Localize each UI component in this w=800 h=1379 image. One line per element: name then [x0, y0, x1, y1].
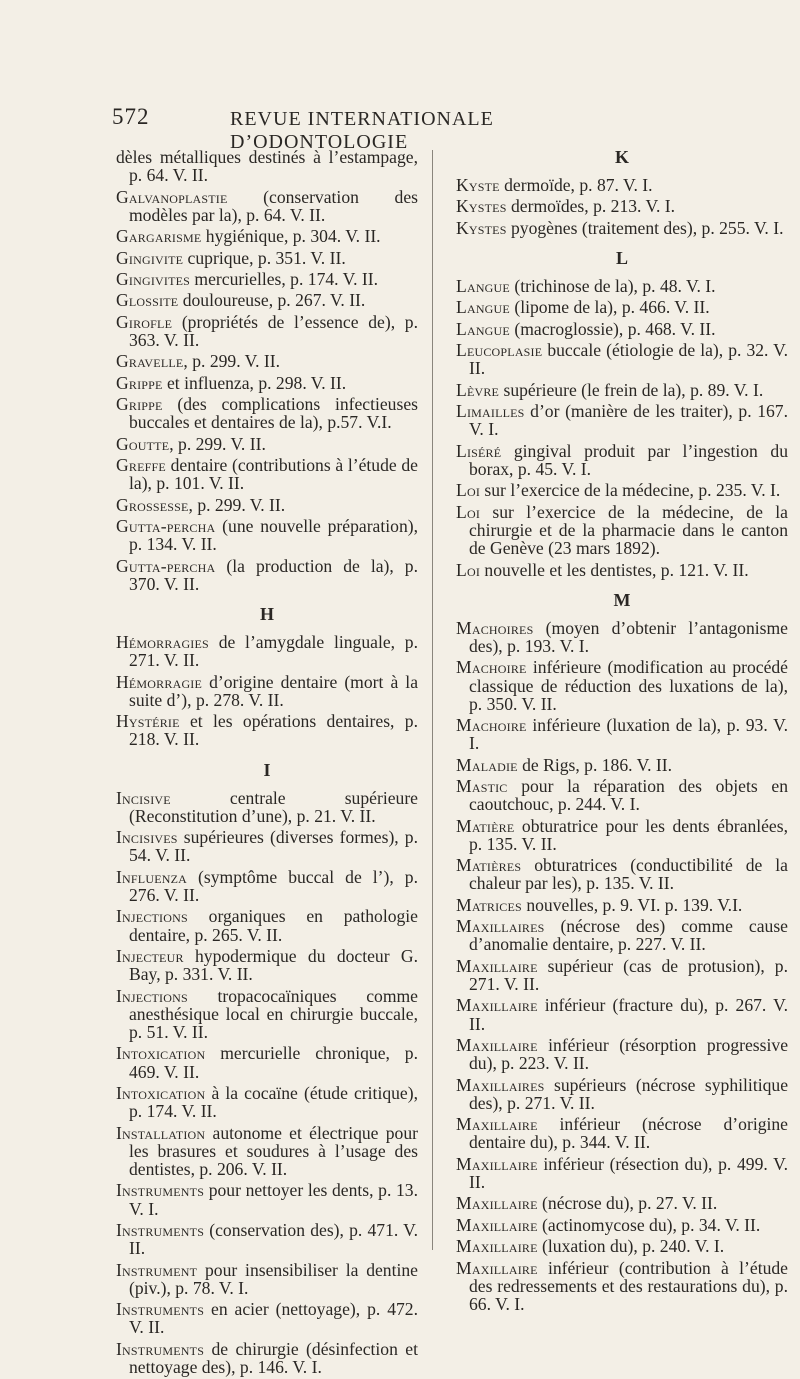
index-entry — [456, 503, 788, 558]
index-entry — [456, 619, 788, 655]
entry-keyword: Liséré — [456, 440, 502, 461]
entry-text: hygiénique, p. 304. V. II. — [201, 226, 381, 247]
entry-keyword: Kyste — [456, 175, 500, 195]
entry-keyword: Incisives — [116, 827, 178, 848]
entry-text: (la production de la), p. 370. V. II. — [129, 555, 418, 594]
index-entry — [456, 1216, 788, 1234]
index-entry — [456, 197, 788, 215]
entry-text: cuprique, p. 351. V. II. — [183, 247, 346, 268]
entry-keyword: Girofle — [116, 311, 173, 332]
entry-keyword: Injections — [116, 985, 188, 1006]
entry-text: à la cocaïne (étude critique), p. 174. V. II. — [129, 1083, 418, 1122]
entry-keyword: Kystes — [456, 196, 507, 217]
entry-keyword: Maxillaire — [456, 995, 538, 1016]
entry-keyword: Gingivite — [116, 247, 184, 268]
entry-keyword: Machoires — [456, 617, 534, 638]
entry-keyword: Gutta-percha — [116, 555, 216, 576]
entry-text: supérieurs (nécrose syphilitique des), p. 271. V. II. — [469, 1074, 788, 1113]
index-entry — [116, 947, 418, 983]
entry-text: supérieur (cas de protusion), p. 271. V. II. — [469, 955, 788, 995]
index-entry — [116, 517, 418, 553]
index-entry — [116, 1221, 418, 1257]
entry-keyword: Maxillaire — [456, 1193, 538, 1214]
entry-keyword: Limailles — [456, 401, 525, 422]
entry-keyword: Hémorragie — [116, 671, 203, 692]
entry-text: (nécrose du), p. 27. V. II. — [537, 1193, 718, 1214]
entry-text: organiques en pathologie dentaire, p. 265. V. II. — [129, 906, 418, 945]
entry-text: sur l’exercice de la médecine, p. 235. V. I. — [480, 480, 781, 501]
journal-title: REVUE INTERNATIONALE D’ODONTOLOGIE — [230, 108, 494, 153]
entry-text: et influenza, p. 298. V. II. — [162, 372, 347, 393]
entry-keyword: Instruments — [116, 1220, 205, 1241]
index-entry — [456, 896, 788, 914]
entry-text: (lipome de la), p. 466. V. II. — [509, 297, 710, 318]
index-entry — [116, 633, 418, 669]
entry-keyword: Influenza — [116, 866, 187, 887]
index-entry — [116, 1044, 418, 1080]
index-entry — [456, 817, 788, 853]
entry-keyword: Machoire — [456, 657, 527, 678]
entry-text: gingival produit par l’ingestion du borax, p. 45. V. I. — [469, 440, 788, 479]
entry-keyword: Instrument — [116, 1259, 198, 1280]
entry-text: de l’amygdale linguale, p. 271. V. II. — [129, 632, 418, 671]
entry-keyword: Mastic — [456, 776, 508, 797]
entry-keyword: Instruments — [116, 1299, 205, 1320]
index-entry — [116, 1300, 418, 1336]
page-header — [112, 104, 672, 153]
index-entry — [456, 402, 788, 438]
entry-keyword: Glossite — [116, 290, 179, 311]
index-entry — [116, 712, 418, 748]
index-entry — [116, 828, 418, 864]
entry-text: inférieur (contribution à l’étude des redressements et des restaurations du), p. 66. V. I. — [469, 1257, 788, 1314]
entry-text: (des complications infectieuses buccales et dentaires de la), p.57. V.I. — [129, 394, 418, 433]
right-column — [456, 148, 788, 1316]
entry-text: (nécrose des) comme cause d’anomalie dentaire, p. 227. V. II. — [469, 916, 788, 955]
section-letter: M — [613, 589, 631, 610]
entry-keyword: Gargarisme — [116, 226, 202, 247]
index-entry — [116, 249, 418, 267]
entry-keyword: Machoire — [456, 715, 527, 736]
index-entry — [116, 395, 418, 431]
entry-keyword: Lèvre — [456, 379, 500, 400]
index-entry — [456, 658, 788, 713]
entry-text: de Rigs, p. 186. V. II. — [517, 754, 672, 775]
entry-keyword: Injections — [116, 906, 188, 927]
entry-text: (symptôme buccal de l’), p. 276. V. II. — [129, 866, 418, 906]
entry-text: nouvelle et les dentistes, p. 121. V. II. — [480, 559, 749, 580]
section-letter: I — [263, 759, 271, 780]
index-entry — [456, 996, 788, 1032]
section-letter: L — [615, 247, 628, 268]
index-entry — [456, 1237, 788, 1255]
entry-text: (une nouvelle préparation), p. 134. V. II. — [129, 516, 418, 555]
entry-text: pyogènes (traitement des), p. 255. V. I. — [506, 217, 784, 238]
entry-text: d’or (manière de les traiter), p. 167. V. I. — [469, 401, 788, 440]
entry-text: obturatrices (conductibilité de la chaleur par les), p. 135. V. II. — [469, 855, 788, 894]
entry-text: buccale (étiologie de la), p. 32. V. II. — [469, 340, 788, 379]
entry-text: (luxation du), p. 240. V. I. — [537, 1236, 725, 1257]
index-entry — [456, 481, 788, 499]
entry-text: douloureuse, p. 267. V. II. — [178, 290, 366, 311]
entry-keyword: Injecteur — [116, 946, 184, 967]
entry-keyword: Intoxication — [116, 1043, 206, 1064]
index-entry — [116, 987, 418, 1042]
entry-keyword: Maladie — [456, 754, 518, 775]
entry-keyword: Maxillaires — [456, 1074, 545, 1095]
entry-text: sur l’exercice de la médecine, de la chirurgie et de la pharmacie dans le canton de Genève (23 mars 1892). — [469, 501, 788, 559]
entry-text: inférieur (résection du), p. 499. V. II. — [469, 1153, 788, 1193]
entry-keyword: Maxillaire — [456, 1214, 538, 1235]
entry-text: pour insensibiliser la dentine (piv.), p. 78. V. I. — [129, 1259, 418, 1298]
entry-text: hypodermique du docteur G. Bay, p. 331. V. II. — [129, 946, 418, 985]
index-entry — [456, 277, 788, 295]
entry-text: inférieur (fracture du), p. 267. V. II. — [469, 995, 788, 1034]
index-entry — [116, 1181, 418, 1217]
entry-text: centrale supérieure (Reconstitution d’une), p. 21. V. II. — [129, 787, 418, 826]
index-entry — [456, 561, 788, 579]
index-entry — [456, 917, 788, 953]
index-entry — [456, 1155, 788, 1191]
index-entry — [116, 148, 418, 184]
index-entry — [116, 496, 418, 514]
index-entry — [456, 777, 788, 813]
index-entry — [456, 1076, 788, 1112]
entry-keyword: Galvanoplastie — [116, 186, 228, 207]
entry-text: inférieur (nécrose d’origine dentaire du), p. 344. V. II. — [469, 1114, 788, 1153]
entry-keyword: Gravelle — [116, 351, 184, 372]
index-entry — [456, 298, 788, 316]
entry-text: pour nettoyer les dents, p. 13. V. I. — [129, 1180, 418, 1219]
entry-keyword: Instruments — [116, 1338, 205, 1359]
entry-text: dèles métalliques destinés à l’estampage, p. 64. V. II. — [116, 147, 418, 186]
entry-keyword: Grossesse — [116, 494, 189, 515]
entry-text: obturatrice pour les dents ébranlées, p. 135. V. II. — [469, 815, 788, 854]
entry-text: d’origine dentaire (mort à la suite d’), p. 278. V. II. — [129, 671, 418, 710]
entry-keyword: Maxillaires — [456, 916, 545, 937]
entry-keyword: Hémorragies — [116, 632, 209, 653]
index-entry — [116, 291, 418, 309]
index-entry — [456, 716, 788, 752]
index-entry — [116, 907, 418, 943]
entry-text: nouvelles, p. 9. VI. p. 139. V.I. — [521, 894, 743, 915]
index-entry — [456, 219, 788, 237]
entry-keyword: Hystérie — [116, 711, 180, 732]
index-entry — [456, 381, 788, 399]
entry-keyword: Loi — [456, 559, 481, 580]
index-entry — [456, 442, 788, 478]
entry-keyword: Maxillaire — [456, 1257, 538, 1278]
entry-text: pour la réparation des objets en caoutchouc, p. 244. V. I. — [469, 776, 788, 815]
entry-keyword: Instruments — [116, 1180, 205, 1201]
entry-keyword: Langue — [456, 275, 510, 296]
entry-keyword: Matière — [456, 815, 515, 836]
entry-text: , p. 299. V. II. — [188, 494, 286, 515]
index-entry — [116, 1124, 418, 1179]
index-entry — [116, 352, 418, 370]
entry-keyword: Matrices — [456, 894, 522, 915]
section-letter: H — [259, 604, 274, 625]
entry-keyword: Greffe — [116, 455, 166, 476]
entry-keyword: Loi — [456, 480, 481, 501]
entry-keyword: Gutta-percha — [116, 516, 216, 537]
entry-text: et les opérations dentaires, p. 218. V. II. — [129, 711, 418, 750]
entry-text: dentaire (contributions à l’étude de la), p. 101. V. II. — [129, 455, 418, 494]
entry-text: mercurielles, p. 174. V. II. — [190, 268, 378, 289]
entry-keyword: Matières — [456, 855, 522, 876]
entry-keyword: Grippe — [116, 372, 163, 393]
index-entry — [116, 673, 418, 709]
index-entry — [116, 1261, 418, 1297]
index-entry — [456, 856, 788, 892]
entry-text: , p. 299. V. II. — [183, 351, 281, 372]
index-entry — [456, 320, 788, 338]
entry-text: (conservation des modèles par la), p. 64. V. II. — [129, 186, 418, 225]
entry-keyword: Leucoplasie — [456, 340, 543, 361]
entry-keyword: Maxillaire — [456, 955, 538, 976]
entry-keyword: Maxillaire — [456, 1114, 538, 1135]
page-number: 572 — [112, 104, 150, 129]
index-entry — [116, 1084, 418, 1120]
index-entry — [456, 1194, 788, 1212]
entry-text: inférieur (résorption progressive du), p. 223. V. II. — [469, 1035, 788, 1074]
index-entry — [456, 1036, 788, 1072]
entry-text: inférieure (luxation de la), p. 93. V. I. — [469, 715, 788, 754]
entry-text: inférieure (modification au procédé classique de réduction des luxations de la), p. 350. V. II. — [469, 657, 788, 714]
entry-keyword: Grippe — [116, 394, 163, 415]
index-entry — [116, 435, 418, 453]
index-entry — [116, 789, 418, 825]
entry-text: dermoïde, p. 87. V. I. — [499, 175, 653, 195]
index-entry — [456, 1115, 788, 1151]
index-entry — [116, 188, 418, 224]
left-column — [116, 148, 418, 1379]
entry-text: tropacocaïniques comme anesthésique local en chirurgie buccale, p. 51. V. II. — [129, 985, 418, 1043]
entry-keyword: Langue — [456, 318, 510, 339]
entry-keyword: Maxillaire — [456, 1153, 538, 1174]
index-entry — [456, 756, 788, 774]
entry-text: autonome et électrique pour les brasures et soudures à l’usage des dentistes, p. 206. V. II. — [129, 1122, 418, 1180]
index-entry — [116, 270, 418, 288]
entry-keyword: Kystes — [456, 217, 507, 238]
entry-text: supérieure (le frein de la), p. 89. V. I. — [499, 379, 764, 400]
entry-keyword: Maxillaire — [456, 1236, 538, 1257]
index-entry — [456, 1259, 788, 1314]
entry-text: (conservation des), p. 471. V. II. — [129, 1220, 418, 1259]
index-entry — [116, 868, 418, 904]
entry-text: dermoïdes, p. 213. V. I. — [506, 196, 676, 217]
index-entry — [116, 456, 418, 492]
entry-text: (propriétés de l’essence de), p. 363. V. II. — [129, 311, 418, 350]
entry-text: de chirurgie (désinfection et nettoyage des), p. 146. V. I. — [129, 1338, 418, 1378]
index-entry — [456, 341, 788, 377]
entry-text: mercurielle chronique, p. 469. V. II. — [129, 1043, 418, 1082]
index-entry — [456, 957, 788, 993]
entry-keyword: Installation — [116, 1122, 206, 1143]
entry-text: , p. 299. V. II. — [169, 433, 266, 454]
entry-keyword: Gingivites — [116, 268, 191, 289]
entry-keyword: Loi — [456, 501, 481, 522]
index-entry — [116, 313, 418, 349]
index-entry — [116, 557, 418, 593]
index-entry — [456, 176, 788, 194]
entry-text: (actinomycose du), p. 34. V. II. — [537, 1214, 761, 1235]
entry-keyword: Maxillaire — [456, 1035, 538, 1056]
entry-text: (moyen d’obtenir l’antagonisme des), p. 193. V. I. — [469, 617, 788, 656]
entry-keyword: Langue — [456, 297, 510, 318]
index-entry — [116, 1340, 418, 1376]
entry-text: (trichinose de la), p. 48. V. I. — [509, 275, 716, 296]
column-divider — [432, 150, 433, 1250]
index-entry — [116, 374, 418, 392]
entry-keyword: Incisive — [116, 787, 171, 808]
entry-text: supérieures (diverses formes), p. 54. V. II. — [129, 827, 418, 866]
entry-keyword: Intoxication — [116, 1083, 206, 1104]
section-letter: K — [614, 147, 629, 167]
entry-text: (macroglossie), p. 468. V. II. — [509, 318, 716, 339]
entry-keyword: Goutte — [116, 433, 170, 454]
entry-text: en acier (nettoyage), p. 472. V. II. — [129, 1299, 418, 1338]
index-entry — [116, 227, 418, 245]
